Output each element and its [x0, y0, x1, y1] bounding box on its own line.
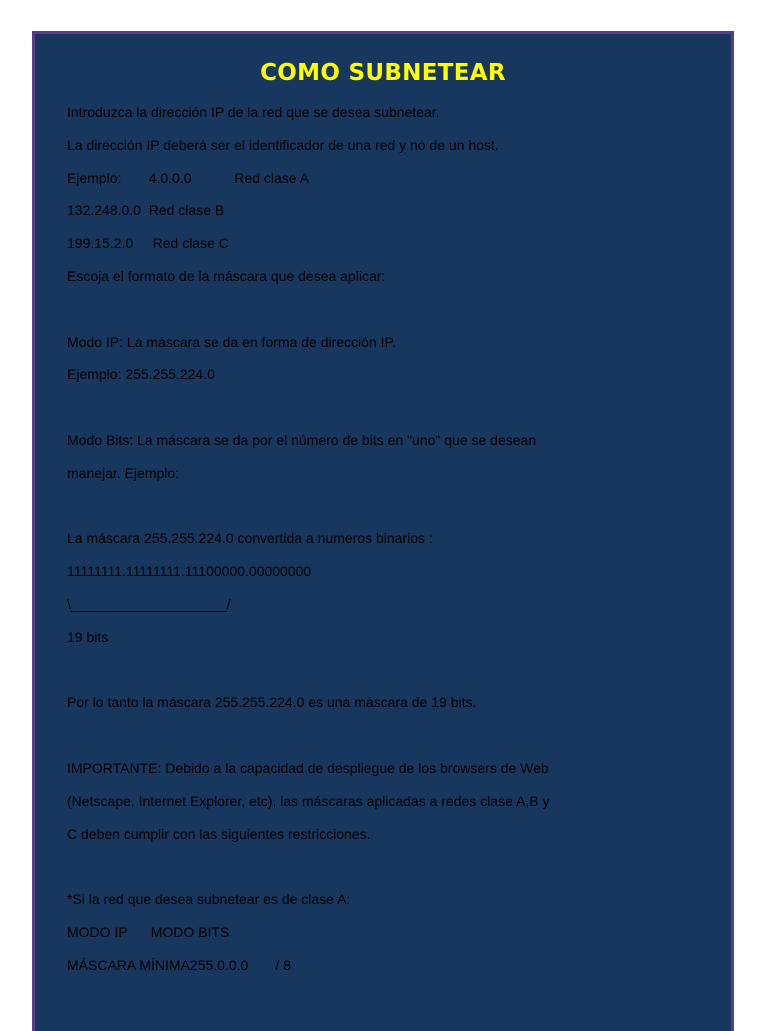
text-line: 11111111.11111111.11100000.00000000	[67, 563, 312, 580]
blank-line	[67, 498, 687, 531]
text-line: Escoja el formato de la máscara que desea aplicar:	[67, 267, 386, 284]
text-line: MODO IP MODO BITS	[67, 923, 230, 940]
text-line: 199.15.2.0 Red clase C	[67, 235, 229, 252]
text-line: Ejemplo: 4.0.0.0 Red clase A	[67, 169, 310, 186]
text-line: Ejemplo: 255.255.224.0	[67, 366, 215, 383]
text-line: Modo Bits: La máscara se da por el número de bits en "uno" que se desean	[67, 431, 537, 448]
text-line: Por lo tanto la máscara 255.255.224.0 es una máscara de 19 bits.	[67, 694, 477, 711]
text-line: \____________________/	[67, 595, 231, 612]
text-line: La máscara 255.255.224.0 convertida a numeros binarios :	[67, 530, 433, 547]
text-line: manejar. Ejemplo:	[67, 464, 180, 481]
text-line: La dirección IP deberá ser el identificador de una red y no de un host.	[67, 136, 499, 153]
text-line: *Si la red que desea subnetear es de clase A:	[67, 891, 351, 908]
text-line: 132.248.0.0 Red clase B	[67, 202, 225, 219]
text-line: C deben cumplir con las siguientes restricciones.	[67, 825, 371, 842]
text-line: Introduzca la dirección IP de la red que se desea subnetear.	[67, 104, 440, 120]
text-line: Modo IP: La máscara se da en forma de dirección IP.	[67, 333, 396, 350]
blank-line	[67, 858, 687, 891]
text-line: (Netscape, Internet Explorer, etc), las máscaras aplicadas a redes clase A,B y	[67, 792, 550, 809]
blank-line	[67, 727, 687, 760]
blank-line	[67, 662, 687, 695]
document-body	[67, 104, 687, 990]
blank-line	[67, 301, 687, 334]
page-title: COMO SUBNETEAR	[260, 60, 506, 86]
text-line: 19 bits	[67, 628, 109, 645]
blank-line	[67, 399, 687, 432]
text-line: IMPORTANTE: Debido a la capacidad de despliegue de los browsers de Web	[67, 759, 549, 776]
text-line: MÁSCARA MÍNIMA255.0.0.0 / 8	[67, 956, 292, 973]
document-page	[32, 31, 734, 1031]
